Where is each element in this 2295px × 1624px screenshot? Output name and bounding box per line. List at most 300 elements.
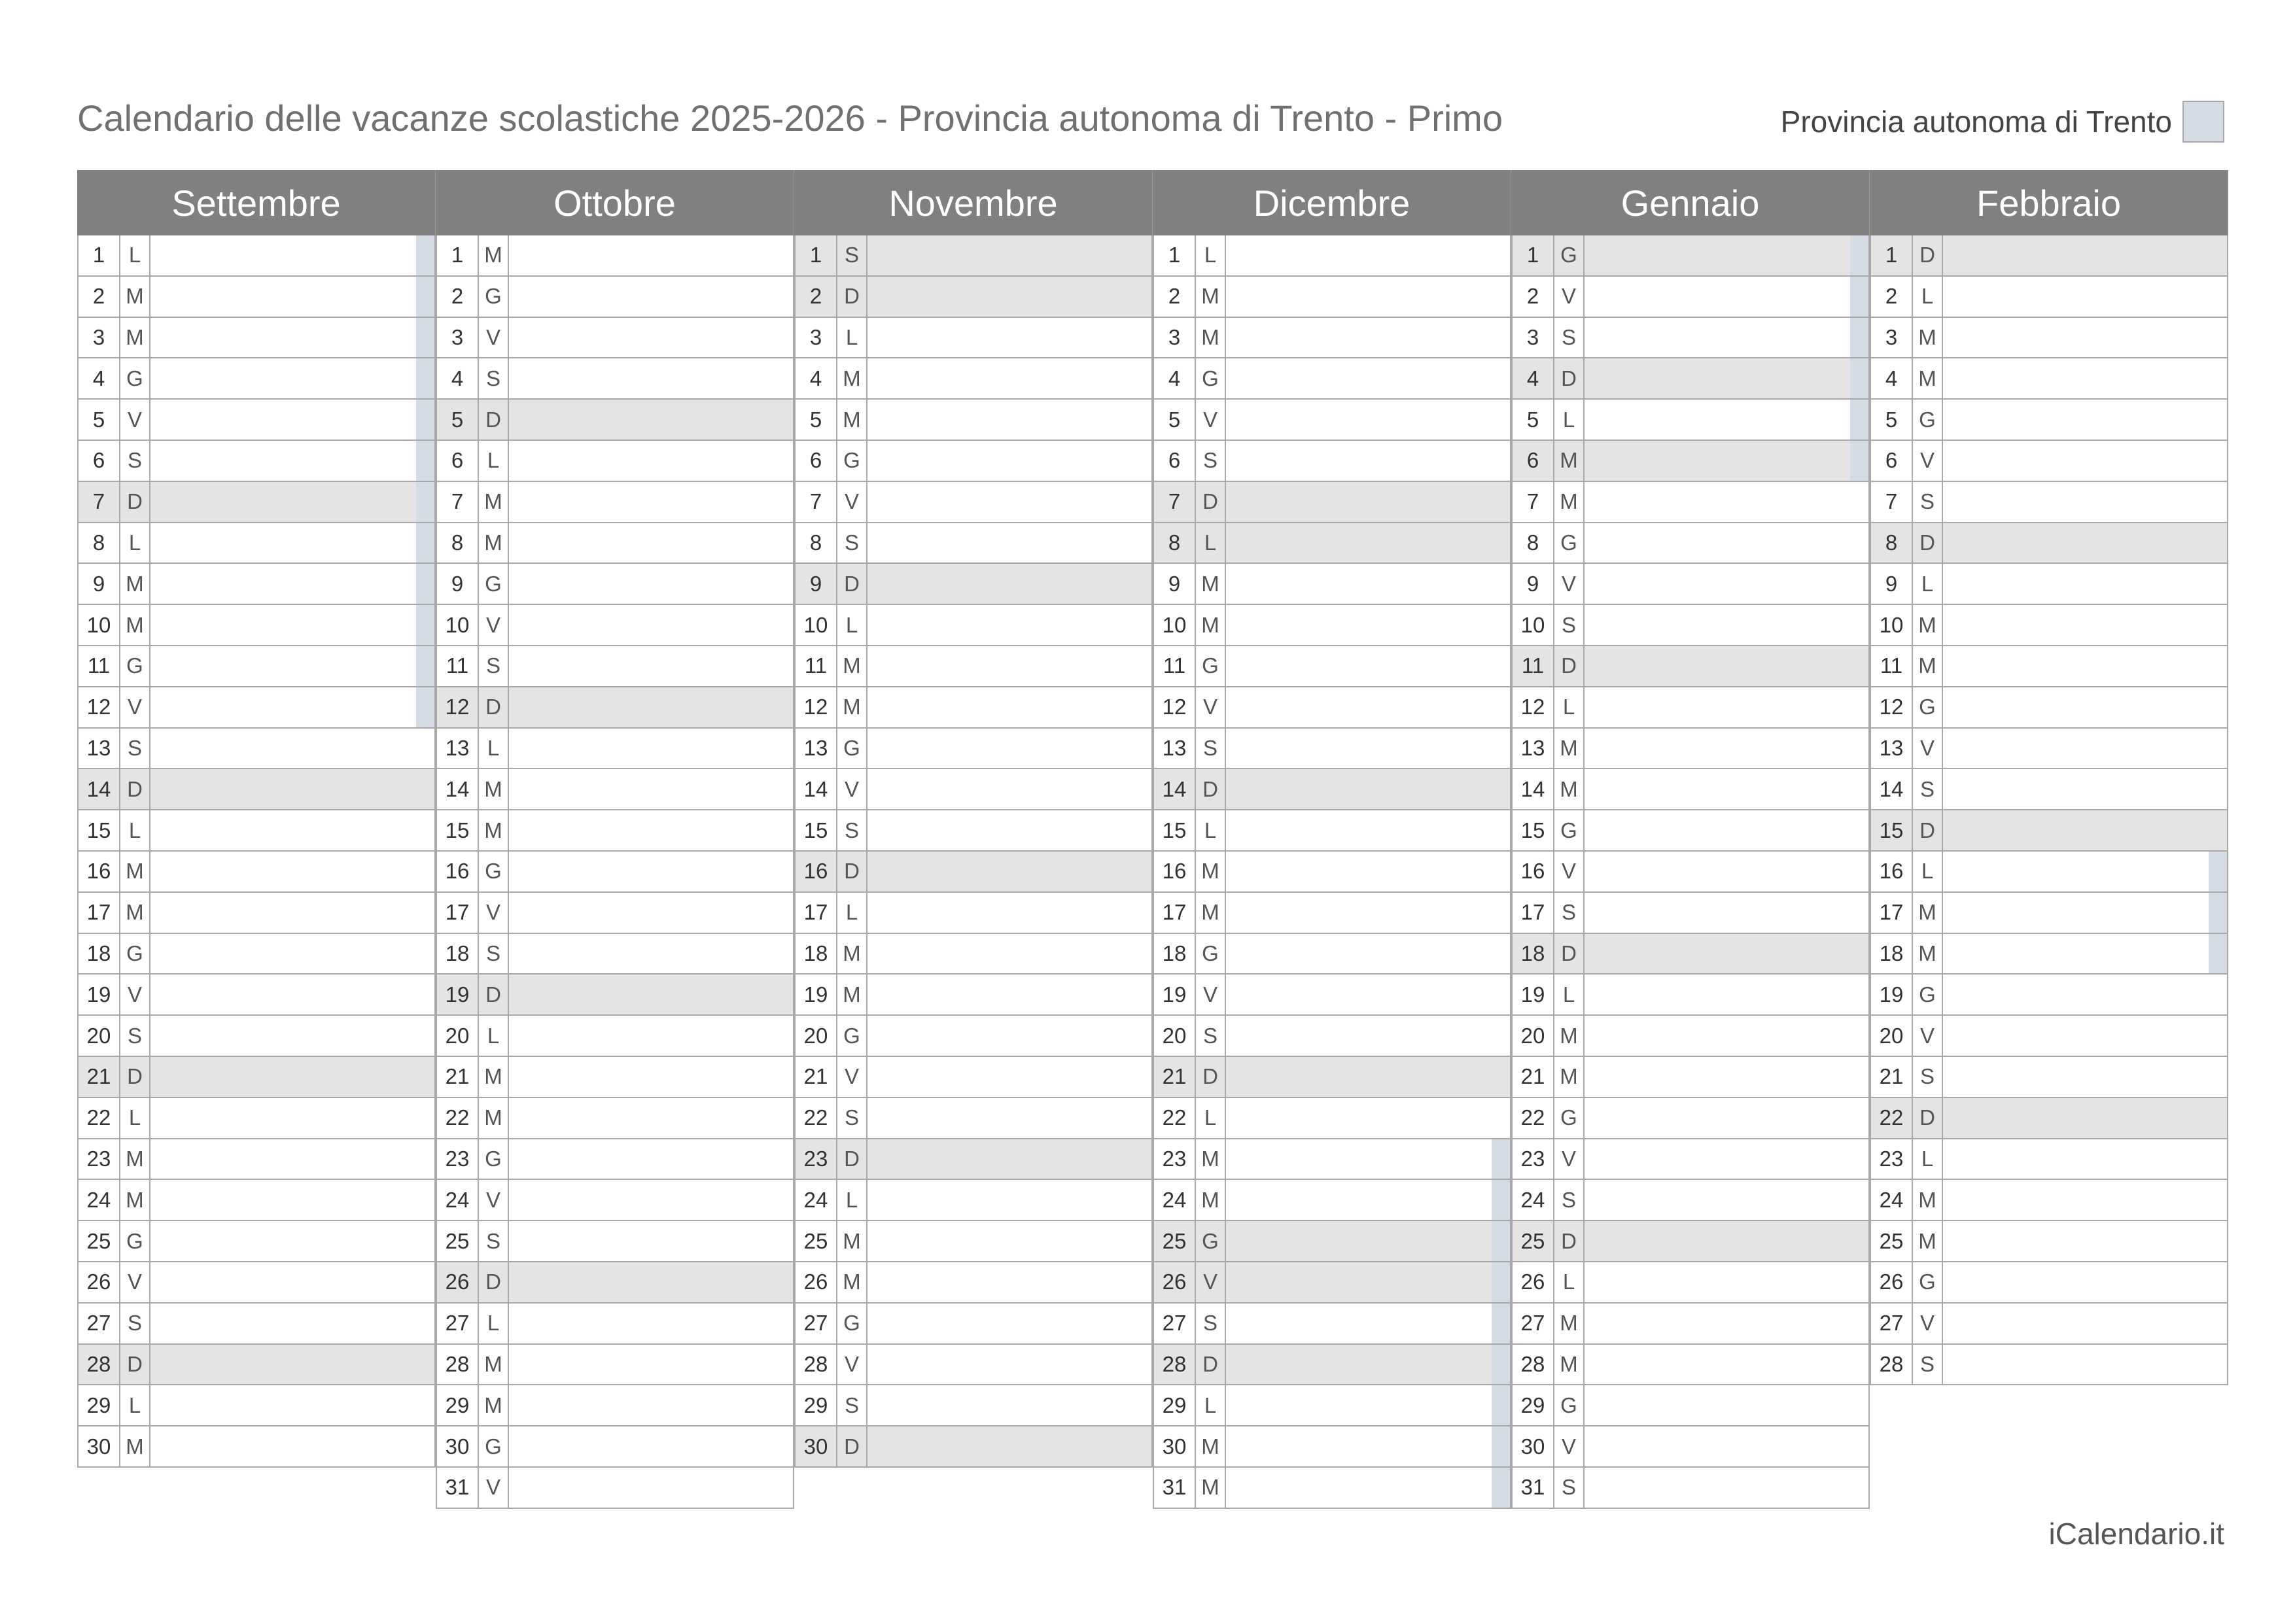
day-number: 14 <box>1154 769 1196 809</box>
day-row <box>77 523 436 564</box>
day-notes-cell <box>509 400 793 440</box>
day-notes-cell <box>509 523 793 563</box>
weekday-letter: G <box>1554 1098 1585 1138</box>
weekday-letter: D <box>1554 934 1585 974</box>
weekday-letter: D <box>120 769 150 809</box>
day-notes-cell <box>509 975 793 1014</box>
day-notes-cell <box>509 564 793 604</box>
day-number: 15 <box>1513 810 1554 850</box>
day-row <box>1153 687 1511 729</box>
weekday-letter: L <box>1196 1098 1226 1138</box>
day-row <box>77 1345 436 1386</box>
day-notes-cell <box>150 1262 434 1302</box>
day-number: 1 <box>437 235 479 275</box>
day-number: 16 <box>79 852 120 891</box>
day-row <box>77 810 436 852</box>
day-row <box>1153 235 1511 277</box>
school-holiday-marker <box>1492 1345 1510 1385</box>
day-row <box>1153 523 1511 564</box>
day-number: 17 <box>1513 893 1554 933</box>
day-row <box>794 729 1153 770</box>
day-number: 31 <box>1513 1468 1554 1508</box>
day-row <box>794 893 1153 934</box>
day-number: 2 <box>79 277 120 317</box>
day-number: 8 <box>79 523 120 563</box>
weekday-letter: D <box>120 1345 150 1385</box>
day-notes-cell <box>150 1426 434 1466</box>
day-row <box>1870 1262 2228 1304</box>
day-number: 10 <box>1513 605 1554 645</box>
day-row <box>1870 1221 2228 1262</box>
day-number: 7 <box>1513 482 1554 522</box>
day-number: 13 <box>1513 729 1554 769</box>
day-row <box>1153 318 1511 359</box>
day-number: 20 <box>796 1016 837 1056</box>
weekday-letter: M <box>120 1139 150 1179</box>
day-number: 18 <box>1871 934 1913 974</box>
weekday-letter: D <box>1913 235 1943 275</box>
day-row <box>436 852 794 893</box>
weekday-letter: G <box>837 1304 867 1343</box>
day-row <box>1153 1385 1511 1426</box>
day-notes-cell <box>150 235 434 275</box>
day-notes-cell <box>867 1180 1151 1220</box>
day-number: 17 <box>796 893 837 933</box>
day-notes-cell <box>1226 318 1510 358</box>
day-row <box>436 318 794 359</box>
weekday-letter: L <box>1196 523 1226 563</box>
day-number: 2 <box>1513 277 1554 317</box>
day-number: 10 <box>437 605 479 645</box>
day-notes-cell <box>1226 1262 1510 1302</box>
day-number: 16 <box>796 852 837 891</box>
weekday-letter: L <box>1913 1139 1943 1179</box>
day-number: 22 <box>437 1098 479 1138</box>
day-row <box>77 1098 436 1139</box>
day-number: 11 <box>1154 646 1196 686</box>
weekday-letter: M <box>837 975 867 1014</box>
weekday-letter: L <box>120 523 150 563</box>
weekday-letter: M <box>1196 1139 1226 1179</box>
weekday-letter: M <box>1913 1180 1943 1220</box>
day-number: 5 <box>796 400 837 440</box>
day-notes-cell <box>1585 358 1868 398</box>
day-number: 14 <box>1513 769 1554 809</box>
day-row <box>77 769 436 810</box>
day-row <box>1153 1016 1511 1057</box>
day-row <box>1511 1098 1870 1139</box>
day-row <box>77 1426 436 1468</box>
school-holiday-marker <box>1492 1139 1510 1179</box>
day-row <box>1153 358 1511 400</box>
day-notes-cell <box>509 1139 793 1179</box>
weekday-letter: L <box>1913 277 1943 317</box>
day-number: 8 <box>437 523 479 563</box>
day-notes-cell <box>867 1304 1151 1343</box>
day-number: 20 <box>1871 1016 1913 1056</box>
day-number: 4 <box>437 358 479 398</box>
day-notes-cell <box>509 1180 793 1220</box>
day-notes-cell <box>509 646 793 686</box>
school-holiday-marker <box>2209 893 2227 933</box>
day-number: 13 <box>796 729 837 769</box>
day-notes-cell <box>150 852 434 891</box>
day-row <box>436 769 794 810</box>
day-row <box>794 934 1153 975</box>
day-list <box>436 235 794 1509</box>
weekday-letter: S <box>120 729 150 769</box>
weekday-letter: S <box>1913 1057 1943 1097</box>
day-row <box>1511 934 1870 975</box>
day-notes-cell <box>509 1345 793 1385</box>
day-notes-cell <box>1226 1139 1510 1179</box>
day-number: 1 <box>1154 235 1196 275</box>
weekday-letter: D <box>1196 769 1226 809</box>
weekday-letter: V <box>1554 852 1585 891</box>
day-number: 21 <box>437 1057 479 1097</box>
day-number: 12 <box>79 687 120 727</box>
day-notes-cell <box>1226 1385 1510 1425</box>
day-notes-cell <box>867 358 1151 398</box>
school-holiday-marker <box>1850 318 1868 358</box>
weekday-letter: S <box>1554 893 1585 933</box>
day-notes-cell <box>1585 1262 1868 1302</box>
day-number: 20 <box>1513 1016 1554 1056</box>
day-notes-cell <box>1226 810 1510 850</box>
day-notes-cell <box>1943 441 2227 481</box>
school-holiday-marker <box>416 646 434 686</box>
weekday-letter: M <box>479 482 509 522</box>
day-notes-cell <box>150 1016 434 1056</box>
day-row <box>1870 1098 2228 1139</box>
day-number: 30 <box>437 1426 479 1466</box>
day-number: 21 <box>796 1057 837 1097</box>
day-notes-cell <box>867 934 1151 974</box>
day-notes-cell <box>867 1221 1151 1261</box>
day-notes-cell <box>150 1385 434 1425</box>
weekday-letter: M <box>479 235 509 275</box>
weekday-letter: M <box>837 687 867 727</box>
weekday-letter: D <box>837 277 867 317</box>
day-notes-cell <box>1226 523 1510 563</box>
day-row <box>436 1304 794 1345</box>
day-number: 11 <box>437 646 479 686</box>
day-number: 22 <box>1154 1098 1196 1138</box>
weekday-letter: G <box>1913 975 1943 1014</box>
day-row <box>1153 1139 1511 1181</box>
day-number: 23 <box>796 1139 837 1179</box>
day-notes-cell <box>150 605 434 645</box>
day-number: 16 <box>1513 852 1554 891</box>
day-number: 30 <box>1513 1426 1554 1466</box>
day-number: 6 <box>1513 441 1554 481</box>
weekday-letter: M <box>1196 318 1226 358</box>
day-row <box>77 1057 436 1098</box>
school-holiday-marker <box>2209 852 2227 891</box>
weekday-letter: S <box>479 358 509 398</box>
day-notes-cell <box>867 1057 1151 1097</box>
day-row <box>1153 564 1511 605</box>
day-number: 23 <box>437 1139 479 1179</box>
day-number: 8 <box>1871 523 1913 563</box>
day-number: 29 <box>79 1385 120 1425</box>
day-row <box>77 893 436 934</box>
day-notes-cell <box>1585 1426 1868 1466</box>
weekday-letter: S <box>479 646 509 686</box>
day-notes-cell <box>509 769 793 809</box>
day-number: 16 <box>1154 852 1196 891</box>
day-number: 9 <box>79 564 120 604</box>
day-notes-cell <box>867 605 1151 645</box>
day-notes-cell <box>150 975 434 1014</box>
day-number: 25 <box>1513 1221 1554 1261</box>
day-notes-cell <box>1585 934 1868 974</box>
day-number: 12 <box>1154 687 1196 727</box>
day-notes-cell <box>1943 729 2227 769</box>
school-holiday-marker <box>1850 400 1868 440</box>
weekday-letter: M <box>837 1221 867 1261</box>
weekday-letter: L <box>479 1016 509 1056</box>
day-notes-cell <box>509 358 793 398</box>
day-row <box>436 400 794 441</box>
school-holiday-marker <box>416 400 434 440</box>
weekday-letter: G <box>120 646 150 686</box>
day-number: 5 <box>1513 400 1554 440</box>
day-number: 23 <box>79 1139 120 1179</box>
day-row <box>436 1345 794 1386</box>
day-notes-cell <box>867 523 1151 563</box>
weekday-letter: S <box>1196 729 1226 769</box>
weekday-letter: D <box>1196 1057 1226 1097</box>
day-notes-cell <box>509 893 793 933</box>
day-notes-cell <box>1585 400 1868 440</box>
day-notes-cell <box>150 893 434 933</box>
day-number: 10 <box>79 605 120 645</box>
day-number: 16 <box>437 852 479 891</box>
school-holiday-marker <box>416 482 434 522</box>
day-notes-cell <box>867 852 1151 891</box>
day-row <box>1511 400 1870 441</box>
weekday-letter: L <box>1554 1262 1585 1302</box>
weekday-letter: D <box>120 1057 150 1097</box>
day-number: 7 <box>437 482 479 522</box>
day-row <box>794 1139 1153 1181</box>
day-number: 26 <box>1513 1262 1554 1302</box>
day-number: 9 <box>1154 564 1196 604</box>
day-number: 21 <box>1513 1057 1554 1097</box>
day-row <box>1153 646 1511 687</box>
day-number: 22 <box>796 1098 837 1138</box>
day-row <box>77 277 436 318</box>
school-holiday-marker <box>416 318 434 358</box>
day-row <box>794 810 1153 852</box>
weekday-letter: L <box>837 605 867 645</box>
day-row <box>436 358 794 400</box>
day-row <box>436 564 794 605</box>
day-row <box>1153 729 1511 770</box>
day-row <box>436 810 794 852</box>
day-notes-cell <box>1226 441 1510 481</box>
weekday-letter: S <box>837 235 867 275</box>
day-notes-cell <box>150 400 434 440</box>
day-notes-cell <box>1226 934 1510 974</box>
day-number: 9 <box>1871 564 1913 604</box>
day-notes-cell <box>1943 1180 2227 1220</box>
day-notes-cell <box>1943 646 2227 686</box>
day-notes-cell <box>867 235 1151 275</box>
weekday-letter: S <box>837 1385 867 1425</box>
weekday-letter: V <box>1554 277 1585 317</box>
day-row <box>1511 1180 1870 1221</box>
day-row <box>1511 358 1870 400</box>
weekday-letter: G <box>837 1016 867 1056</box>
weekday-letter: V <box>1196 687 1226 727</box>
day-notes-cell <box>867 400 1151 440</box>
footer-brand: iCalendario.it <box>2048 1517 2224 1551</box>
day-number: 17 <box>1154 893 1196 933</box>
weekday-letter: G <box>1913 400 1943 440</box>
day-row <box>1511 1221 1870 1262</box>
day-notes-cell <box>509 1098 793 1138</box>
day-row <box>1870 564 2228 605</box>
day-number: 3 <box>796 318 837 358</box>
day-number: 25 <box>1154 1221 1196 1261</box>
day-number: 18 <box>1513 934 1554 974</box>
day-row <box>77 1262 436 1304</box>
day-row <box>794 358 1153 400</box>
day-notes-cell <box>1226 852 1510 891</box>
day-number: 21 <box>1871 1057 1913 1097</box>
day-number: 11 <box>1513 646 1554 686</box>
weekday-letter: L <box>837 1180 867 1220</box>
weekday-letter: D <box>479 975 509 1014</box>
day-notes-cell <box>1226 687 1510 727</box>
day-number: 11 <box>79 646 120 686</box>
day-notes-cell <box>150 1098 434 1138</box>
day-number: 12 <box>437 687 479 727</box>
day-notes-cell <box>509 1016 793 1056</box>
weekday-letter: L <box>1196 235 1226 275</box>
weekday-letter: D <box>1913 810 1943 850</box>
day-notes-cell <box>1943 810 2227 850</box>
day-number: 24 <box>1513 1180 1554 1220</box>
school-holiday-marker <box>416 605 434 645</box>
day-notes-cell <box>1585 318 1868 358</box>
day-number: 14 <box>437 769 479 809</box>
day-number: 28 <box>437 1345 479 1385</box>
day-notes-cell <box>867 1262 1151 1302</box>
day-notes-cell <box>1226 1180 1510 1220</box>
day-row <box>436 1385 794 1426</box>
day-number: 19 <box>796 975 837 1014</box>
weekday-letter: M <box>1196 1426 1226 1466</box>
day-number: 12 <box>796 687 837 727</box>
day-row <box>1511 1468 1870 1509</box>
day-row <box>1870 1139 2228 1181</box>
day-row <box>794 1180 1153 1221</box>
weekday-letter: S <box>837 810 867 850</box>
weekday-letter: M <box>479 769 509 809</box>
day-number: 7 <box>796 482 837 522</box>
weekday-letter: L <box>1196 810 1226 850</box>
weekday-letter: L <box>1554 400 1585 440</box>
day-notes-cell <box>867 975 1151 1014</box>
day-number: 29 <box>1154 1385 1196 1425</box>
day-number: 24 <box>1871 1180 1913 1220</box>
day-notes-cell <box>509 1385 793 1425</box>
day-notes-cell <box>1943 318 2227 358</box>
day-number: 15 <box>437 810 479 850</box>
day-notes-cell <box>867 318 1151 358</box>
day-number: 8 <box>1154 523 1196 563</box>
day-row <box>1511 893 1870 934</box>
day-number: 9 <box>437 564 479 604</box>
day-notes-cell <box>1226 1304 1510 1343</box>
day-number: 11 <box>796 646 837 686</box>
day-row <box>1511 1304 1870 1345</box>
day-row <box>794 400 1153 441</box>
day-notes-cell <box>867 1426 1151 1466</box>
day-notes-cell <box>867 646 1151 686</box>
day-number: 13 <box>1154 729 1196 769</box>
school-holiday-marker <box>1850 441 1868 481</box>
weekday-letter: M <box>1196 1468 1226 1508</box>
day-number: 26 <box>796 1262 837 1302</box>
day-row <box>436 277 794 318</box>
day-number: 14 <box>79 769 120 809</box>
day-notes-cell <box>1226 1221 1510 1261</box>
weekday-letter: M <box>1196 893 1226 933</box>
day-row <box>77 975 436 1016</box>
weekday-letter: G <box>1554 235 1585 275</box>
day-row <box>436 523 794 564</box>
day-number: 17 <box>79 893 120 933</box>
day-number: 24 <box>796 1180 837 1220</box>
weekday-letter: V <box>1196 975 1226 1014</box>
weekday-letter: G <box>1554 810 1585 850</box>
weekday-letter: S <box>1196 1304 1226 1343</box>
day-row <box>1511 1262 1870 1304</box>
weekday-letter: L <box>479 1304 509 1343</box>
day-notes-cell <box>150 523 434 563</box>
day-row <box>1870 687 2228 729</box>
day-row <box>794 523 1153 564</box>
day-number: 20 <box>79 1016 120 1056</box>
day-notes-cell <box>1943 687 2227 727</box>
day-number: 18 <box>79 934 120 974</box>
weekday-letter: M <box>1913 358 1943 398</box>
day-notes-cell <box>509 729 793 769</box>
day-row <box>77 1304 436 1345</box>
weekday-letter: S <box>1196 1016 1226 1056</box>
day-row <box>1870 441 2228 482</box>
day-number: 26 <box>1871 1262 1913 1302</box>
weekday-letter: M <box>120 852 150 891</box>
day-number: 3 <box>437 318 479 358</box>
day-notes-cell <box>1943 1304 2227 1343</box>
day-number: 4 <box>796 358 837 398</box>
day-row <box>1870 235 2228 277</box>
day-number: 17 <box>437 893 479 933</box>
day-number: 7 <box>1871 482 1913 522</box>
day-row <box>77 318 436 359</box>
day-row <box>794 1304 1153 1345</box>
weekday-letter: D <box>479 687 509 727</box>
weekday-letter: D <box>1554 1221 1585 1261</box>
weekday-letter: D <box>837 564 867 604</box>
day-notes-cell <box>867 277 1151 317</box>
day-row <box>1511 646 1870 687</box>
